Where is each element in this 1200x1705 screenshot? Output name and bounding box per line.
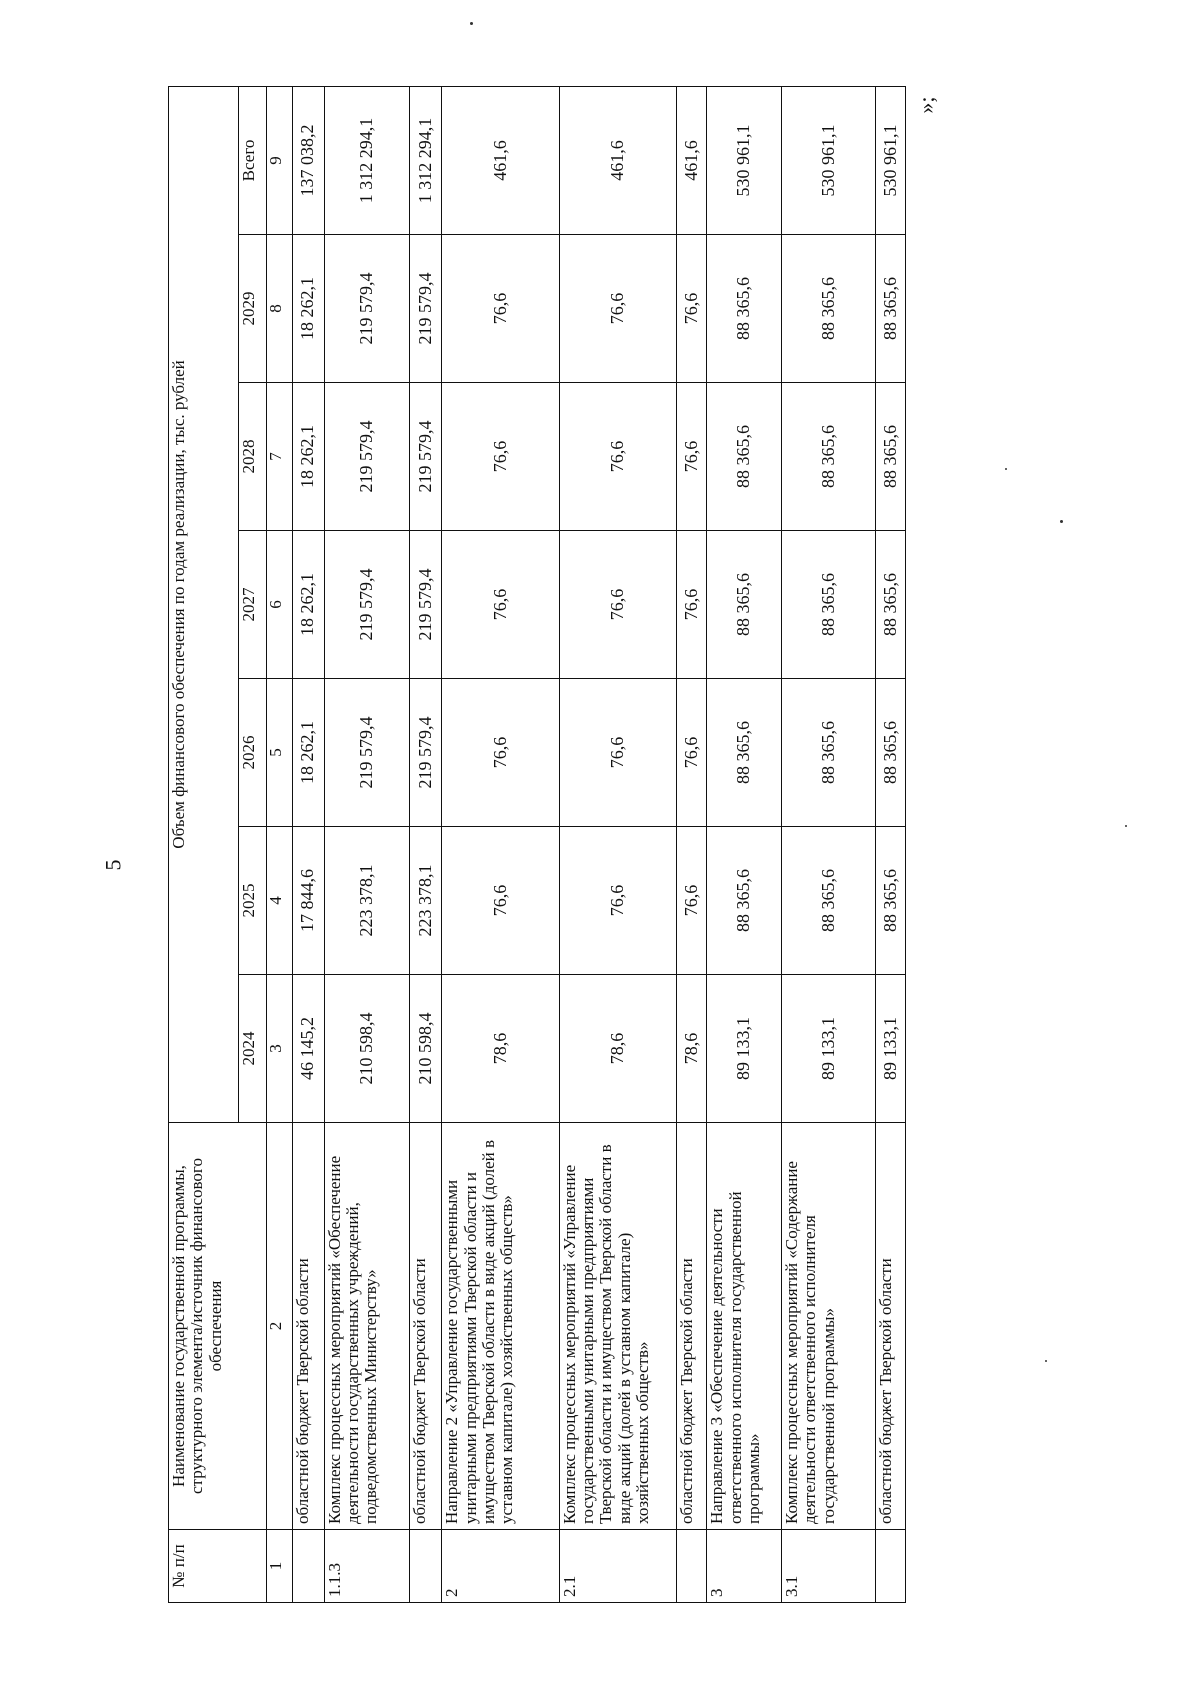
value-2027: 88 365,6 — [876, 531, 906, 679]
value-2029: 88 365,6 — [876, 235, 906, 383]
value-total: 530 961,1 — [707, 86, 782, 234]
scan-speck — [1005, 468, 1007, 470]
value-2025: 88 365,6 — [707, 827, 782, 975]
value-2028: 219 579,4 — [324, 383, 409, 531]
row-number — [876, 1530, 906, 1603]
value-2024: 78,6 — [442, 975, 560, 1123]
page-number: 5 — [100, 859, 126, 871]
value-total: 461,6 — [677, 86, 707, 234]
value-2028: 88 365,6 — [876, 383, 906, 531]
row-number — [410, 1530, 442, 1603]
column-index: 5 — [267, 679, 293, 827]
value-2024: 210 598,4 — [410, 975, 442, 1123]
row-number — [292, 1530, 324, 1603]
table-row — [292, 86, 324, 1602]
value-2028: 88 365,6 — [781, 383, 875, 531]
scan-speck — [1125, 825, 1127, 827]
header-number: № п/п — [169, 1530, 267, 1603]
value-2027: 76,6 — [677, 531, 707, 679]
value-2026: 88 365,6 — [781, 679, 875, 827]
value-2027: 219 579,4 — [410, 531, 442, 679]
header-year-2029: 2029 — [239, 235, 267, 383]
value-2028: 219 579,4 — [410, 383, 442, 531]
value-2025: 88 365,6 — [781, 827, 875, 975]
table-row — [324, 86, 409, 1602]
table-row — [707, 86, 782, 1602]
value-2027: 219 579,4 — [324, 531, 409, 679]
value-total: 461,6 — [442, 86, 560, 234]
table-row — [781, 86, 875, 1602]
value-2027: 88 365,6 — [707, 531, 782, 679]
header-year-2027: 2027 — [239, 531, 267, 679]
value-2026: 219 579,4 — [410, 679, 442, 827]
value-2025: 76,6 — [677, 827, 707, 975]
row-name: Комплекс процессных мероприятий «Содержание деятельности ответственного исполнителя государственной программы» — [781, 1123, 875, 1530]
row-number: 1.1.3 — [324, 1530, 409, 1603]
value-total: 461,6 — [559, 86, 677, 234]
row-name: областной бюджет Тверской области — [410, 1123, 442, 1530]
table-row — [410, 86, 442, 1602]
value-2026: 76,6 — [442, 679, 560, 827]
table-row — [559, 86, 677, 1602]
value-2024: 89 133,1 — [781, 975, 875, 1123]
value-total: 1 312 294,1 — [410, 86, 442, 234]
row-name: областной бюджет Тверской области — [876, 1123, 906, 1530]
value-2029: 219 579,4 — [324, 235, 409, 383]
value-2027: 76,6 — [442, 531, 560, 679]
value-2024: 89 133,1 — [876, 975, 906, 1123]
table-row — [442, 86, 560, 1602]
table-row — [876, 86, 906, 1602]
header-name: Наименование государственной программы, структурного элемента/источник финансового обеспечения — [169, 1123, 267, 1530]
row-number: 2 — [442, 1530, 560, 1603]
value-2024: 46 145,2 — [292, 975, 324, 1123]
value-2026: 88 365,6 — [707, 679, 782, 827]
row-name: Направление 2 «Управление государственными унитарными предприятиями Тверской области и имуществом Тверской области в виде акций (долей в уставном капитале) хозяйственных обществ» — [442, 1123, 560, 1530]
value-2024: 210 598,4 — [324, 975, 409, 1123]
value-2027: 76,6 — [559, 531, 677, 679]
value-2029: 76,6 — [442, 235, 560, 383]
column-index: 8 — [267, 235, 293, 383]
row-number: 3.1 — [781, 1530, 875, 1603]
column-index: 9 — [267, 86, 293, 234]
value-2027: 88 365,6 — [781, 531, 875, 679]
row-name: областной бюджет Тверской области — [677, 1123, 707, 1530]
scan-speck — [470, 22, 473, 25]
value-2029: 18 262,1 — [292, 235, 324, 383]
column-index: 7 — [267, 383, 293, 531]
header-year-2024: 2024 — [239, 975, 267, 1123]
value-2025: 223 378,1 — [324, 827, 409, 975]
column-index: 4 — [267, 827, 293, 975]
row-number: 3 — [707, 1530, 782, 1603]
column-index: 1 — [267, 1530, 293, 1603]
value-2025: 223 378,1 — [410, 827, 442, 975]
row-name: Комплекс процессных мероприятий «Управление государственными унитарными предприятиями Тверской области и имуществом Тверской области в виде акций (долей в уставном капитале) хозяйственных обществ» — [559, 1123, 677, 1530]
header-total: Всего — [239, 86, 267, 234]
header-year-2026: 2026 — [239, 679, 267, 827]
financing-table — [168, 86, 906, 1603]
header-volume-group: Объем финансового обеспечения по годам реализации, тыс. рублей — [169, 86, 239, 1122]
value-2026: 76,6 — [677, 679, 707, 827]
column-index-row — [267, 86, 293, 1602]
value-2025: 76,6 — [559, 827, 677, 975]
scan-speck — [1045, 1360, 1047, 1362]
table-row — [677, 86, 707, 1602]
value-2028: 76,6 — [442, 383, 560, 531]
value-2026: 88 365,6 — [876, 679, 906, 827]
value-total: 137 038,2 — [292, 86, 324, 234]
row-name: Направление 3 «Обеспечение деятельности ответственного исполнителя государственной программы» — [707, 1123, 782, 1530]
value-2028: 76,6 — [677, 383, 707, 531]
row-name: Комплекс процессных мероприятий «Обеспечение деятельности государственных учреждений, подведомственных Министерству» — [324, 1123, 409, 1530]
value-2026: 18 262,1 — [292, 679, 324, 827]
value-2028: 88 365,6 — [707, 383, 782, 531]
value-total: 530 961,1 — [781, 86, 875, 234]
value-2029: 219 579,4 — [410, 235, 442, 383]
scan-speck — [1060, 520, 1063, 523]
column-index: 2 — [267, 1123, 293, 1530]
row-name: областной бюджет Тверской области — [292, 1123, 324, 1530]
value-2026: 76,6 — [559, 679, 677, 827]
value-2025: 76,6 — [442, 827, 560, 975]
column-index: 6 — [267, 531, 293, 679]
header-year-2025: 2025 — [239, 827, 267, 975]
value-2029: 76,6 — [677, 235, 707, 383]
row-number — [677, 1530, 707, 1603]
value-2025: 17 844,6 — [292, 827, 324, 975]
rotated-table-container — [168, 87, 906, 1603]
header-year-2028: 2028 — [239, 383, 267, 531]
value-2029: 88 365,6 — [781, 235, 875, 383]
value-2028: 76,6 — [559, 383, 677, 531]
value-2028: 18 262,1 — [292, 383, 324, 531]
value-total: 1 312 294,1 — [324, 86, 409, 234]
value-2024: 78,6 — [677, 975, 707, 1123]
value-2029: 76,6 — [559, 235, 677, 383]
value-total: 530 961,1 — [876, 86, 906, 234]
column-index: 3 — [267, 975, 293, 1123]
row-number: 2.1 — [559, 1530, 677, 1603]
end-quote-mark: »; — [913, 96, 939, 114]
value-2024: 89 133,1 — [707, 975, 782, 1123]
value-2026: 219 579,4 — [324, 679, 409, 827]
value-2027: 18 262,1 — [292, 531, 324, 679]
value-2025: 88 365,6 — [876, 827, 906, 975]
value-2029: 88 365,6 — [707, 235, 782, 383]
value-2024: 78,6 — [559, 975, 677, 1123]
